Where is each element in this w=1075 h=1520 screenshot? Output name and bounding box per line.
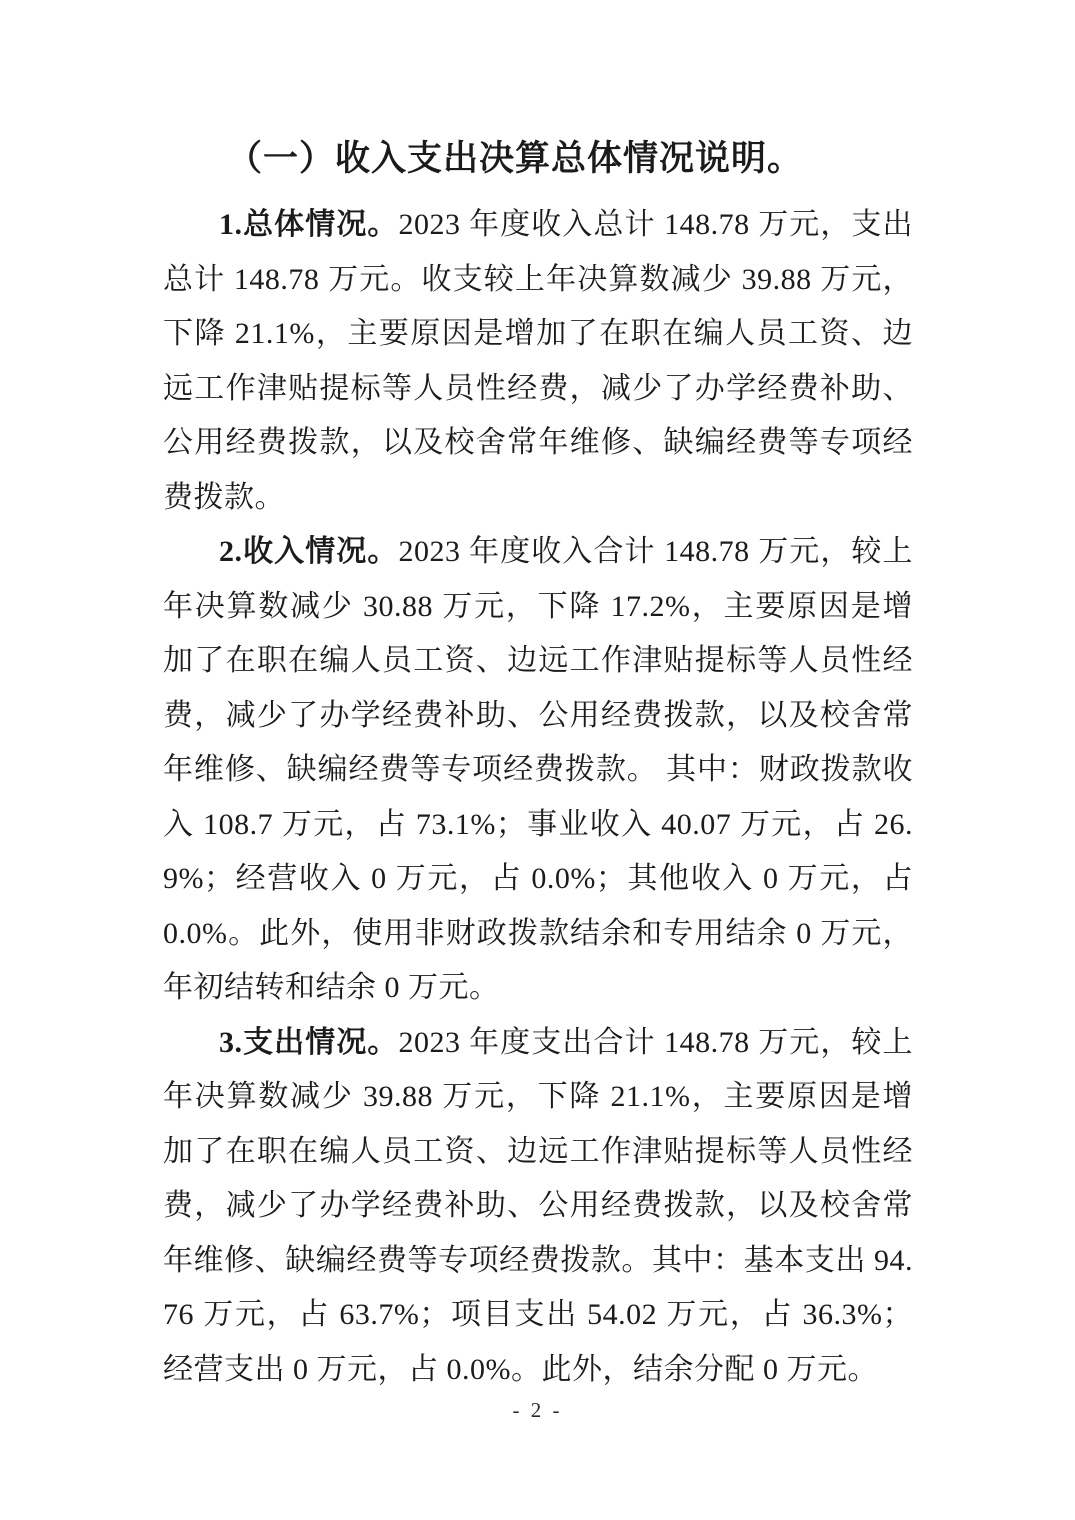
paragraph-expenditure-situation <box>163 1016 913 1398</box>
paragraph-body: 2023 年度收入总计 148.78 万元，支出总计 148.78 万元。收支较上年决算数减少 39.88 万元，下降 21.1%，主要原因是增加了在职在编人员工资、边远工作津贴提标等人员性经费，减少了办学经费补助、公用经费拨款，以及校舍常年维修、缺编经费等专项经费拨款。 <box>163 208 914 514</box>
page-number: - 2 - <box>512 1398 563 1422</box>
paragraph-income-situation <box>163 525 913 1016</box>
section-heading: （一）收入支出决算总体情况说明。 <box>227 139 804 178</box>
paragraph-overall-situation <box>163 198 913 525</box>
paragraph-lead: 2.收入情况。 <box>219 535 399 568</box>
document-content <box>163 132 913 1397</box>
paragraph-lead: 3.支出情况。 <box>219 1025 399 1059</box>
paragraph-body: 2023 年度收入合计 148.78 万元，较上年决算数减少 30.88 万元，下降 17.2%，主要原因是增加了在职在编人员工资、边远工作津贴提标等人员性经费，减少了办学经费补助、公用经费拨款，以及校舍常年维修、缺编经费等专项经费拨款。 其中：财政拨款收入 108.7 万元，占 73.1%；事业收入 40.07 万元，占 26.9%；经营收入 0 万元，占 0.0%；其他收入 0 万元，占 0.0%。此外，使用非财政拨款结余和专用结余 0 万元，年初结转和结余 0 万元。 <box>163 535 914 1004</box>
paragraph-body: 2023 年度支出合计 148.78 万元，较上年决算数减少 39.88 万元，下降 21.1%，主要原因是增加了在职在编人员工资、边远工作津贴提标等人员性经费，减少了办学经费补助、公用经费拨款，以及校舍常年维修、缺编经费等专项经费拨款。其中：基本支出 94.76 万元，占 63.7%；项目支出 54.02 万元，占 36.3%；经营支出 0 万元，占 0.0%。此外，结余分配 0 万元。 <box>163 1025 914 1386</box>
paragraph-lead: 1.总体情况。 <box>219 208 399 241</box>
